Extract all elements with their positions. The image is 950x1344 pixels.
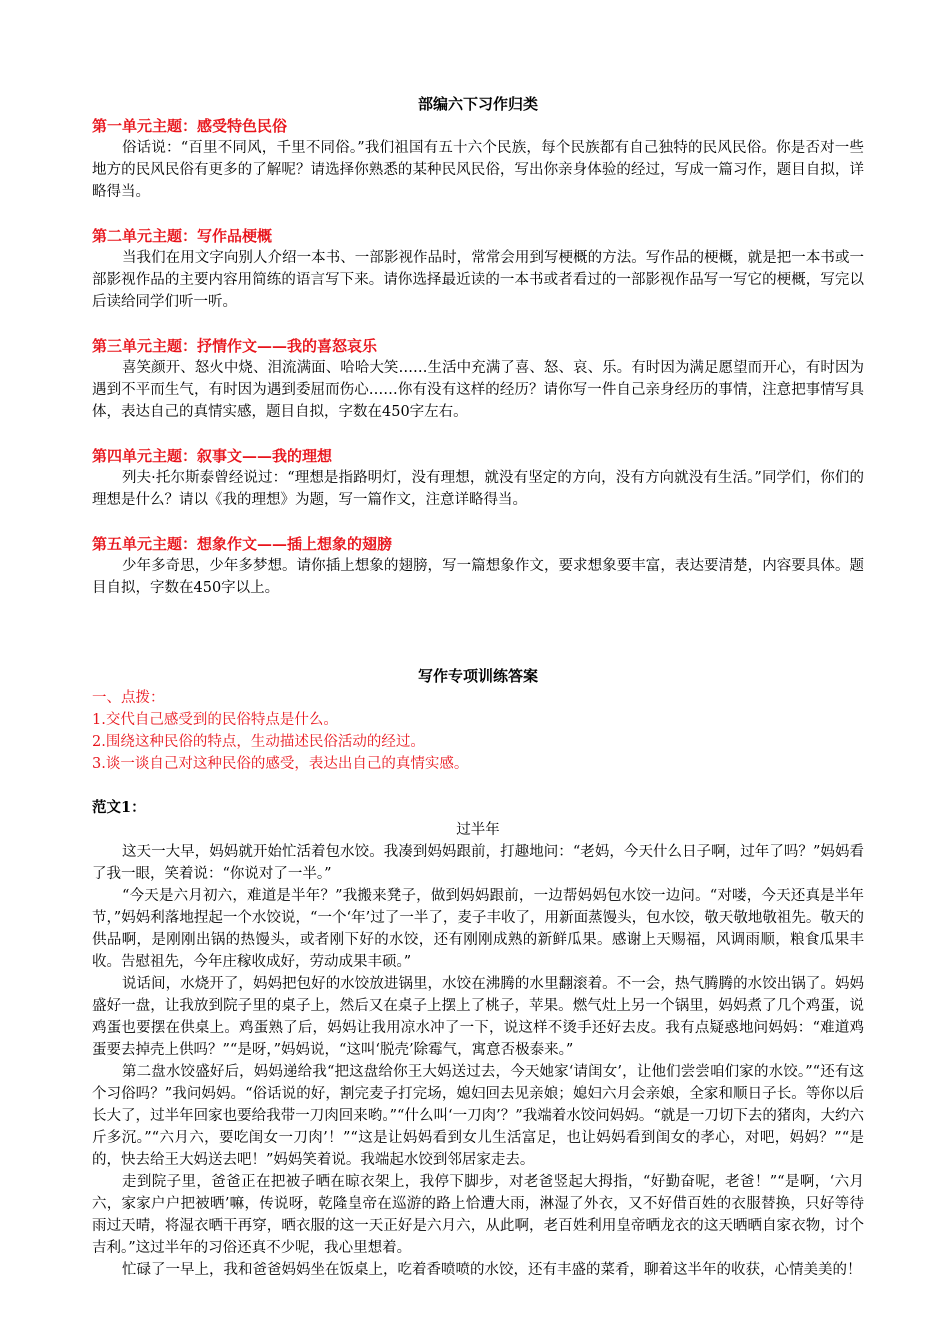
unit-4-heading: 第四单元主题：叙事文——我的理想 (92, 447, 333, 465)
unit-2-text: 当我们在用文字向别人介绍一本书、一部影视作品时，常常会用到写梗概的方法。写作品的梗概，就是把一本书或一部影视作品的主要内容用简练的语言写下来。请你选择最近读的一本书或者看过的一部影视作品写一写它的梗概，写完以后读给同学们听一听。 (92, 250, 864, 310)
tip-1: 1.交代自己感受到的民俗特点是什么。 (92, 712, 338, 728)
answers-title: 写作专项训练答案 (417, 667, 538, 685)
tip-3: 3.谈一谈自己对这种民俗的感受，表达出自己的真情实感。 (92, 756, 469, 772)
unit-1-text: 俗话说：“百里不同风，千里不同俗。”我们祖国有五十六个民族，每个民族都有自己独特的民风民俗。你是否对一些地方的民风民俗有更多的了解呢？请选择你熟悉的某种民风民俗，写出你亲身体验的经过，写成一篇习作，题目自拟，详略得当。 (92, 140, 864, 200)
tip-2: 2.围绕这种民俗的特点，生动描述民俗活动的经过。 (92, 734, 425, 750)
unit-5-text: 少年多奇思，少年多梦想。请你插上想象的翅膀，写一篇想象作文，要求想象要丰富，表达要清楚，内容要具体。题目自拟，字数在450字以上。 (92, 558, 864, 596)
unit-4-text: 列夫·托尔斯泰曾经说过：“理想是指路明灯，没有理想，就没有坚定的方向，没有方向就没有生活。”同学们，你们的理想是什么？请以《我的理想》为题，写一篇作文，注意详略得当。 (92, 470, 864, 508)
unit-3-heading: 第三单元主题：抒情作文——我的喜怒哀乐 (92, 337, 378, 355)
essay-paragraph: 第二盘水饺盛好后，妈妈递给我“把这盘给你王大妈送过去，今天她家‘请闺女’，让他们尝尝咱们家的水饺。”“还有这个习俗吗？”我问妈妈。“俗话说的好，割完麦子打完场，媳妇回去见亲娘；媳妇六月会亲娘，全家和顺日子长。等你以后长大了，过半年回家也要给我带一刀肉回来哟。”“什么叫‘一刀肉’？”我端着水饺问妈妈。“就是一刀切下去的猪肉，大约六斤多沉。”“六月六，要吃闺女一刀肉’！”“这是让妈妈看到女儿生活富足，也让妈妈看到闺女的孝心，对吧，妈妈？”“是的，快去给王大妈送去吧！”妈妈笑着说。我端起水饺到邻居家走去。 (92, 1064, 864, 1168)
sample-label: 范文1： (92, 799, 146, 816)
essay-paragraph: “今天是六月初六，难道是半年？”我搬来凳子，做到妈妈跟前，一边帮妈妈包水饺一边问。“对喽，今天还真是半年节，”妈妈利落地捏起一个水饺说，“一个‘年’过了一半了，麦子丰收了，用新面蒸馒头，包水饺，敬天敬地敬祖先。敬天的供品啊，是刚刚出锅的热馒头，或者刚下好的水饺，还有刚刚成熟的新鲜瓜果。感谢上天赐福，风调雨顺，粮食瓜果丰收。告慰祖先，今年庄稼收成好，劳动成果丰硕。” (92, 888, 864, 970)
unit-2-heading: 第二单元主题：写作品梗概 (92, 227, 273, 245)
unit-3-text: 喜笑颜开、怒火中烧、泪流满面、哈哈大笑……生活中充满了喜、怒、哀、乐。有时因为满足愿望而开心，有时因为遇到不平而生气，有时因为遇到委屈而伤心……你有没有这样的经历？请你写一件自己亲身经历的事情，注意把事情写具体，表达自己的真情实感，题目自拟，字数在450字左右。 (92, 360, 864, 420)
unit-5-heading: 第五单元主题：想象作文——插上想象的翅膀 (92, 535, 393, 553)
unit-1-heading: 第一单元主题：感受特色民俗 (92, 117, 288, 135)
document-page (92, 93, 864, 1281)
essay-paragraph: 说话间，水烧开了，妈妈把包好的水饺放进锅里，水饺在沸腾的水里翻滚着。不一会，热气腾腾的水饺出锅了。妈妈盛好一盘，让我放到院子里的桌子上，然后又在桌子上摆上了桃子，苹果。燃气灶上另一个锅里，妈妈煮了几个鸡蛋，说鸡蛋也要摆在供桌上。鸡蛋熟了后，妈妈让我用凉水冲了一下，说这样不烫手还好去皮。我有点疑惑地问妈妈：“难道鸡蛋要去掉壳上供吗？”“是呀，”妈妈说，“这叫‘脱壳’除霉气，寓意否极泰来。” (92, 976, 864, 1058)
essay-title: 过半年 (456, 822, 500, 838)
document-title: 部编六下习作归类 (417, 95, 538, 113)
essay-paragraph: 这天一大早，妈妈就开始忙活着包水饺。我凑到妈妈跟前，打趣地问：“老妈，今天什么日子啊，过年了吗？”妈妈看了我一眼，笑着说：“你说对了一半。” (92, 844, 864, 882)
essay-paragraph: 忙碌了一早上，我和爸爸妈妈坐在饭桌上，吃着香喷喷的水饺，还有丰盛的菜肴，聊着这半年的收获，心情美美的！ (122, 1262, 862, 1278)
tips-heading: 一、点拨： (92, 690, 165, 706)
essay-paragraph: 走到院子里，爸爸正在把被子晒在晾衣架上，我停下脚步，对老爸竖起大拇指，“好勤奋呢，老爸！”“是啊，‘六月六，家家户户把被晒’嘛，传说呀，乾隆皇帝在巡游的路上恰遭大雨，淋湿了外衣，又不好借百姓的衣服替换，只好等待雨过天晴，将湿衣晒干再穿，晒衣服的这一天正好是六月六，从此啊，老百姓利用皇帝晒龙衣的这天晒晒自家衣物，讨个吉利。”这过半年的习俗还真不少呢，我心里想着。 (92, 1174, 864, 1256)
